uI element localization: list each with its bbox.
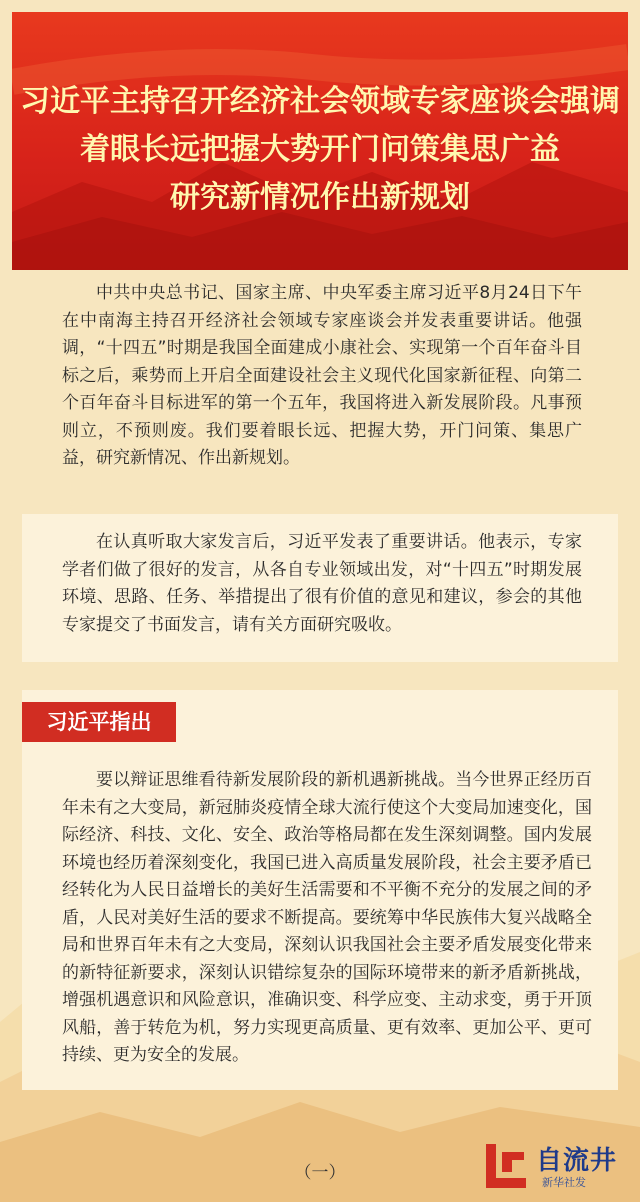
brand-logo [480, 1138, 630, 1194]
logo-subtext: 新华社发 [542, 1176, 586, 1189]
logo-icon [480, 1140, 532, 1192]
title-line-3: 研究新情况作出新规划 [170, 180, 470, 215]
title-line-2: 着眼长远把握大势开门问策集思广益 [80, 132, 560, 167]
section-paragraph: 要以辩证思维看待新发展阶段的新机遇新挑战。当今世界正经历百年未有之大变局，新冠肺炎疫情全球大流行使这个大变局加速变化，国际经济、科技、文化、安全、政治等格局都在发生深刻调整。国内发展环境也经历着深刻变化，我国已进入高质量发展阶段，社会主要矛盾已经转化为人民日益增长的美好生活需要和不平衡不充分的发展之间的矛盾，人民对美好生活的要求不断提高。要统筹中华民族伟大复兴战略全局和世界百年未有之大变局，深刻认识我国社会主要矛盾发展变化带来的新特征新要求，深刻认识错综复杂的国际环境带来的新矛盾新挑战，增强机遇意识和风险意识，准确识变、科学应变、主动求变，勇于开顶风船，善于转危为机，努力实现更高质量、更有效率、更加公平、更可持续、更为安全的发展。 [62, 770, 592, 1065]
page-title [12, 78, 628, 222]
section-tag: 习近平指出 [22, 702, 176, 742]
logo-text: 自流井 [536, 1146, 618, 1176]
page-number: （一） [294, 1163, 346, 1183]
title-banner [12, 12, 628, 270]
title-line-1: 习近平主持召开经济社会领域专家座谈会强调 [20, 84, 620, 119]
intro-paragraph: 中共中央总书记、国家主席、中央军委主席习近平8月24日下午在中南海主持召开经济社会领域专家座谈会并发表重要讲话。他强调，“十四五”时期是我国全面建成小康社会、实现第一个百年奋斗目标之后，乘势而上开启全面建设社会主义现代化国家新征程、向第二个百年奋斗目标进军的第一个五年，我国将进入新发展阶段。凡事预则立，不预则废。我们要着眼长远、把握大势，开门问策、集思广益，研究新情况、作出新规划。 [62, 283, 582, 468]
speech-paragraph: 在认真听取大家发言后，习近平发表了重要讲话。他表示，专家学者们做了很好的发言，从各自专业领域出发，对“十四五”时期发展环境、思路、任务、举措提出了很有价值的意见和建议，参会的其他专家提交了书面发言，请有关方面研究吸收。 [62, 532, 582, 635]
